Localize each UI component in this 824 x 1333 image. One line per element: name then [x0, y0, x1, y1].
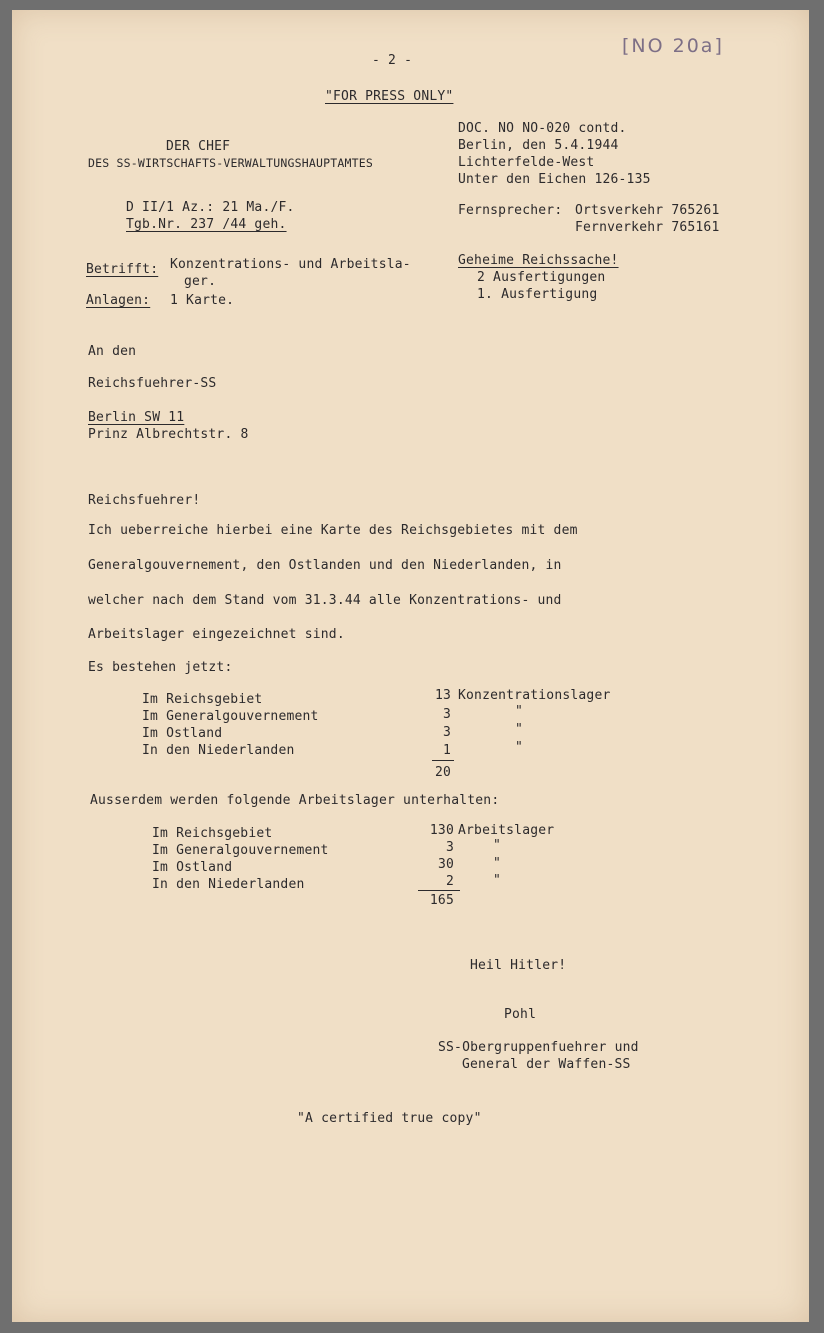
- signature-title2: General der Waffen-SS: [462, 1057, 631, 1072]
- recipient-line2: Reichsfuehrer-SS: [88, 376, 217, 391]
- subject-line2: ger.: [184, 274, 217, 289]
- subject-label: Betrifft:: [86, 262, 159, 277]
- labor-total: 165: [429, 893, 454, 908]
- subject-line1: Konzentrations- und Arbeitsla-: [170, 257, 411, 272]
- classification-copy-number: 1. Ausfertigung: [477, 287, 598, 302]
- cc-ditto: ": [515, 704, 524, 719]
- cc-region: Im Generalgouvernement: [142, 709, 319, 724]
- body-line1: Ich ueberreiche hierbei eine Karte des Reichsgebietes mit dem: [88, 523, 578, 538]
- labor-count: 3: [445, 840, 454, 855]
- cc-region: Im Reichsgebiet: [142, 692, 263, 707]
- handwritten-annotation: [NO 20a]: [622, 35, 724, 57]
- cc-count: 1: [442, 743, 451, 758]
- street-line: Unter den Eichen 126-135: [458, 172, 651, 187]
- labor-ditto: ": [493, 873, 502, 888]
- doc-reference: DOC. NO NO-020 contd.: [458, 121, 627, 136]
- recipient-street: Prinz Albrechtstr. 8: [88, 427, 249, 442]
- labor-ditto: ": [493, 838, 502, 853]
- attachments-label: Anlagen:: [86, 293, 151, 308]
- body-line2: Generalgouvernement, den Ostlanden und den Niederlanden, in: [88, 558, 562, 573]
- body-line4: Arbeitslager eingezeichnet sind.: [88, 627, 345, 642]
- existing-intro: Es bestehen jetzt:: [88, 660, 233, 675]
- labor-region: Im Reichsgebiet: [152, 826, 273, 841]
- labor-count: 130: [429, 823, 454, 838]
- labor-intro: Ausserdem werden folgende Arbeitslager unterhalten:: [90, 793, 500, 808]
- labor-region: Im Ostland: [152, 860, 233, 875]
- place-line: Lichterfelde-West: [458, 155, 595, 170]
- certification: "A certified true copy": [297, 1111, 482, 1126]
- cc-ditto: ": [515, 722, 524, 737]
- recipient-line1: An den: [88, 344, 137, 359]
- labor-region: Im Generalgouvernement: [152, 843, 329, 858]
- cc-region: Im Ostland: [142, 726, 223, 741]
- body-line3: welcher nach dem Stand vom 31.3.44 alle Konzentrations- und: [88, 593, 562, 608]
- recipient-city: Berlin SW 11: [88, 410, 185, 425]
- cc-count: 3: [442, 707, 451, 722]
- sender-office: DES SS-WIRTSCHAFTS-VERWALTUNGSHAUPTAMTES: [88, 156, 373, 170]
- sender-az: D II/1 Az.: 21 Ma./F.: [126, 200, 295, 215]
- classification-title: Geheime Reichssache!: [458, 253, 619, 268]
- cc-label: Konzentrationslager: [458, 688, 611, 703]
- cc-count: 3: [442, 725, 451, 740]
- phone-label: Fernsprecher:: [458, 203, 563, 218]
- labor-count: 30: [437, 857, 454, 872]
- cc-ditto: ": [515, 740, 524, 755]
- press-header: "FOR PRESS ONLY": [325, 89, 454, 104]
- classification-copies: 2 Ausfertigungen: [477, 270, 606, 285]
- labor-count: 2: [445, 874, 454, 889]
- labor-label: Arbeitslager: [458, 823, 555, 838]
- cc-sum-rule: [432, 760, 454, 761]
- cc-region: In den Niederlanden: [142, 743, 295, 758]
- date-line: Berlin, den 5.4.1944: [458, 138, 619, 153]
- sender-tgb: Tgb.Nr. 237 /44 geh.: [126, 217, 287, 232]
- phone-long-distance: Fernverkehr 765161: [575, 220, 720, 235]
- cc-total: 20: [434, 765, 451, 780]
- document-page: [12, 10, 809, 1322]
- signature-title1: SS-Obergruppenfuehrer und: [438, 1040, 639, 1055]
- labor-sum-rule: [418, 890, 460, 891]
- labor-region: In den Niederlanden: [152, 877, 305, 892]
- closing: Heil Hitler!: [470, 958, 567, 973]
- signature-name: Pohl: [504, 1007, 537, 1022]
- labor-ditto: ": [493, 856, 502, 871]
- salutation: Reichsfuehrer!: [88, 493, 201, 508]
- cc-count: 13: [434, 688, 451, 703]
- attachments-value: 1 Karte.: [170, 293, 235, 308]
- sender-title: DER CHEF: [166, 139, 231, 154]
- page-number: - 2 -: [372, 53, 413, 68]
- phone-local: Ortsverkehr 765261: [575, 203, 720, 218]
